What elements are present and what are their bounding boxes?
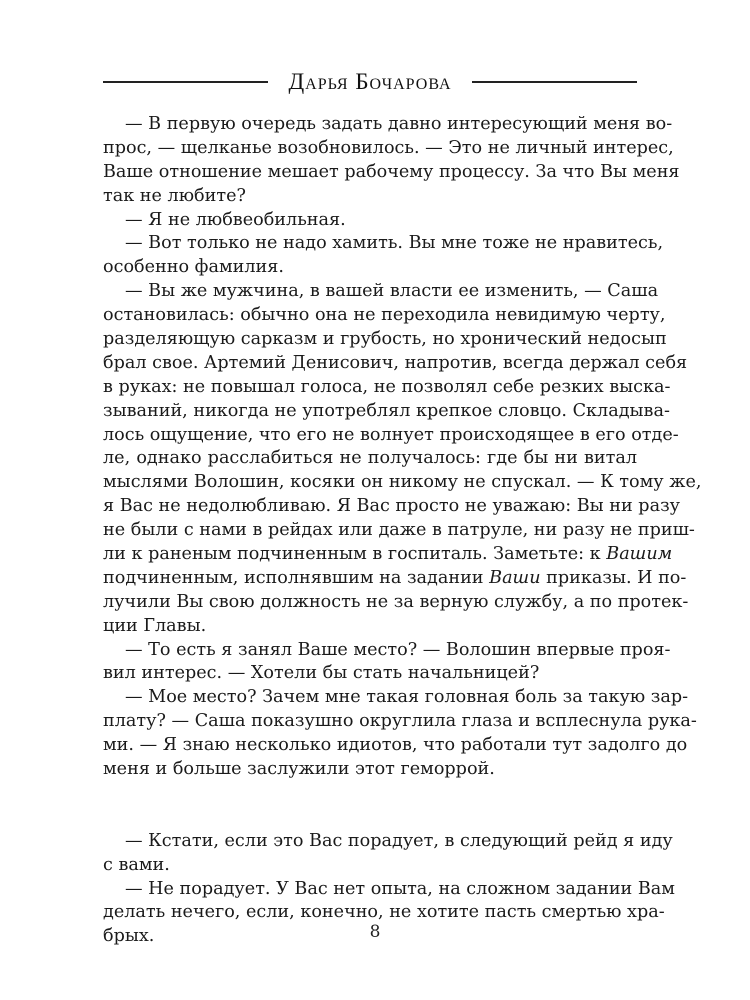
text-line: брал свое. Артемий Денисович, напротив, всегда держал себя bbox=[103, 352, 688, 373]
header-rule-right bbox=[472, 81, 637, 83]
text-line: ле, однако расслабиться не получалось: где бы ни витал bbox=[103, 448, 637, 469]
text-line: вил интерес. — Хотели бы стать начальницей? bbox=[103, 663, 540, 684]
text-line: плату? — Саша показушно округлила глаза и всплеснула рука- bbox=[103, 711, 697, 732]
text-line: — Я не любвеобильная. bbox=[125, 209, 346, 230]
text-line: — Вот только не надо хамить. Вы мне тоже не нравитесь, bbox=[125, 233, 664, 254]
text-line: меня и больше заслужили этот геморрой. bbox=[103, 759, 495, 780]
text-line: зываний, никогда не употреблял крепкое словцо. Складыва- bbox=[103, 400, 670, 421]
section-break bbox=[103, 782, 637, 830]
text-line: брых. bbox=[103, 926, 155, 947]
text-line: лучили Вы свою должность не за верную службу, а по протек- bbox=[103, 591, 689, 612]
text-line: особенно фамилия. bbox=[103, 257, 284, 278]
text-line: Ваше отношение мешает рабочему процессу. За что Вы меня bbox=[103, 161, 680, 182]
text-line: — Не порадует. У Вас нет опыта, на сложном задании Вам bbox=[125, 878, 675, 899]
text-line: — Вы же мужчина, в вашей власти ее изменить, — Саша bbox=[125, 281, 659, 302]
text-line: — То есть я занял Ваше место? — Волошин впервые проя- bbox=[125, 639, 671, 660]
text-line: разделяющую сарказм и грубость, но хронический недосып bbox=[103, 329, 667, 350]
text-line: — Кстати, если это Вас порадует, в следующий рейд я иду bbox=[125, 830, 673, 851]
header-rule-left bbox=[103, 81, 268, 83]
text-line: ции Главы. bbox=[103, 615, 207, 636]
text-line: остановилась: обычно она не переходила невидимую черту, bbox=[103, 305, 666, 326]
text-line: подчиненным, исполнявшим на задании Ваши приказы. И по- bbox=[103, 567, 687, 588]
text-line: делать нечего, если, конечно, не хотите пасть смертью хра- bbox=[103, 902, 665, 923]
text-line: лось ощущение, что его не волнует происходящее в его отде- bbox=[103, 424, 679, 445]
text-line: ми. — Я знаю несколько идиотов, что работали тут задолго до bbox=[103, 735, 688, 756]
text-line: в руках: не повышал голоса, не позволял себе резких выска- bbox=[103, 376, 671, 397]
text-line: не были с нами в рейдах или даже в патруле, ни разу не приш- bbox=[103, 520, 695, 541]
running-header bbox=[103, 62, 637, 102]
text-line: мыслями Волошин, косяки он никому не спускал. — К тому же, bbox=[103, 472, 702, 493]
text-line: с вами. bbox=[103, 854, 170, 875]
text-line: я Вас не недолюбливаю. Я Вас просто не уважаю: Вы ни разу bbox=[103, 496, 681, 517]
text-line: прос, — щелканье возобновилось. — Это не личный интерес, bbox=[103, 137, 674, 158]
text-line: — Мое место? Зачем мне такая головная боль за такую зар- bbox=[125, 687, 689, 708]
text-line: — В первую очередь задать давно интересующий меня во- bbox=[125, 114, 673, 134]
text-line: так не любите? bbox=[103, 185, 246, 206]
page-number: 8 bbox=[369, 922, 381, 942]
text-line: ли к раненым подчиненным в госпиталь. Заметьте: к Вашим bbox=[103, 544, 673, 565]
body-text bbox=[103, 113, 702, 949]
header-author: Дарья Бочарова bbox=[288, 69, 452, 94]
